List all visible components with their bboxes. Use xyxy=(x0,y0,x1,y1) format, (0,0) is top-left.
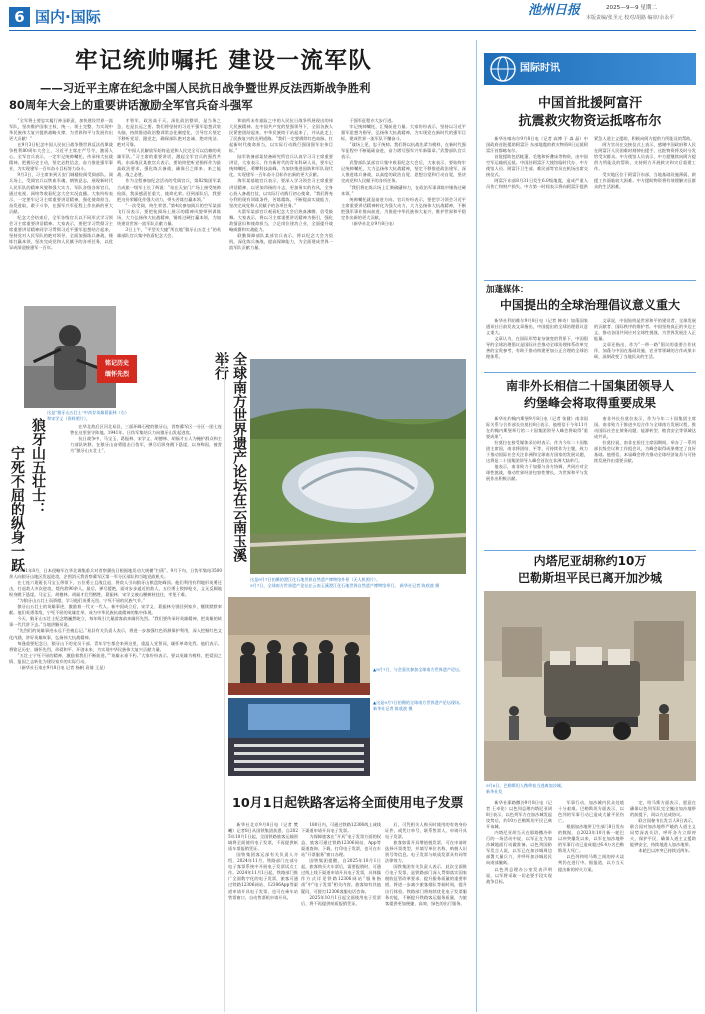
forum-venue-photo xyxy=(228,698,370,776)
gabon-article xyxy=(486,318,696,370)
left-column-separator xyxy=(224,352,225,1012)
paragraph: 拉莫拉在接受媒体采访时表示，作为今年二十国集团主席国，南非将团结、平等、可持续作为主题，致力于推动国际社会关注非洲和全球南方国家的发展议题，这将是二十国集团领导人峰会首次在非洲大陆举行。 xyxy=(486,440,588,464)
paragraph: 牢记统帅嘱托，汇聚前进力量。大家纷纷表示，坚持以习近平强军思想为指导，弘扬伟大抗战精神，为实现党在新时代的强军目标，建成世界一流军队不懈奋斗。 xyxy=(341,124,466,142)
right-divider-3 xyxy=(484,550,696,551)
paragraph: “全军将士要忠实履行神圣职责，加快建设世界一流军队，坚决维护国家主权、统一、领土完整，为实现中华民族伟大复兴提供战略支撑，为世界和平与发展作出更大贡献！” xyxy=(9,118,113,142)
southafrica-article-col-1 xyxy=(486,416,588,546)
masthead-rule xyxy=(9,30,696,31)
afghan-aid-headline-1: 中国首批援阿富汗 xyxy=(537,96,642,111)
paragraph: 在华北敌后区河北易县，三面环峰石壁的狼牙山，晋察冀军区一分区一团七连曾在这里坚守阵地。1941年，日伪军集结兵力向狼牙山发起进攻。 xyxy=(70,424,222,436)
train-article-col-1 xyxy=(228,822,298,1012)
masthead-logo: 池州日报 xyxy=(528,3,581,18)
delegates-graphic xyxy=(228,597,370,695)
southafrica-headline-2: 约堡峰会将取得重要成果 xyxy=(523,396,656,410)
paragraph: 为保障旅客在“开具”电子发票方面的权益，旅客可通过铁路12306网站、App等渠道查询、下载、打印电子发票，也可在车站“开票服务”窗口办理。 xyxy=(301,834,381,858)
forum-caption-mid: ▲9月7日，与会嘉宾参加全球南方世界遗产论坛。 xyxy=(373,667,464,672)
lead-article-col-4 xyxy=(341,118,466,358)
paragraph: 新华社北京9月8日电（记者 樊曦）记者8日从国铁集团获悉，自2025年10月1日起，全国铁路旅客运输领域将全面使用电子发票，不再提供纸质车票报销凭证。 xyxy=(228,822,298,852)
paragraph: 首批援助包括帐篷、毛毯和折叠床等物资，由中国空军运输机运抵。中国驻阿富汗大使馆临时代办、中方使馆人员、阿富汗卫生部、难民部等官员在机场出席交接仪式。 xyxy=(486,154,588,178)
paragraph: “战场上见，忠于统帅。我们将以抗战先辈为榜样，在新时代强军征程中不断砥砺奋进，奋力谱写强军兴军新篇章。”武警部队官兵表示。 xyxy=(341,142,466,160)
afghan-aid-article xyxy=(486,136,696,277)
gaza-photo xyxy=(484,591,696,781)
paragraph: 作为全程参加纪念活动的受阅官兵，第82集团军某合成旅一级军士长丁辉说：“站在天安门广场上接受统帅检阅，我深感责任重大、使命光荣。回到部队后，我要把这份荣耀化作强大动力，带头苦练打赢本领。” xyxy=(117,178,221,202)
langya-vertical-title-2: 宁死不屈的纵身一跃 xyxy=(9,446,25,572)
masthead xyxy=(0,0,705,34)
paragraph: 1941年8月，日本侵略军在华北调集重兵对晋察冀抗日根据地发动大规模“扫荡”。9月下旬，日伪军集结3500余人向狼牙山地区发起进攻，企图消灭我晋察冀军区第一军分区部队和当地党政机关。 xyxy=(9,568,222,580)
paragraph: “中国人民解放军始终是党和人民完全可以信赖的英雄军队。”习主席的重要讲话，激起全军官兵的强烈共鸣。东部战区某旅官兵表示，要始终把听党指挥作为最高政治要求，强化练兵备战，确保召之即来、来之能战、战之必胜。 xyxy=(117,148,221,178)
paragraph: 定，哈马斯方面表示，愿意在确保以色列军队完全撤出加沙地带的前提下，同以方达成协议。 xyxy=(630,800,696,818)
paragraph: “一次受阅，终生荣誉。”第4次参加阅兵的空军某部飞行员表示，要把检阅场上展示的精神风貌带到训练场，大力弘扬伟大抗战精神，锤炼过硬打赢本领，为加快建设世界一流军队贡献力量。 xyxy=(117,202,221,226)
paragraph: 狼牙山五壮士的英雄事迹，激励着一代又一代人。新中国成立后，宋学义、葛振林分别回到家乡，继续默默奉献。他们英勇杀敌、宁死不屈的英雄壮举，成为中华民族抗战精神的集中体现。 xyxy=(9,604,222,616)
paragraph: 阿方官员在交接仪式上表示，感谢中国政府和人民在阿富汗人民困难时刻伸出援手，这批物资将及时分发给受灾群众。中方使馆人员表示，中方愿继续向阿方提供力所能及的帮助，支持阿方开展救灾和灾后重建工作。 xyxy=(594,142,696,172)
langya-article-col-right xyxy=(70,424,222,564)
paragraph: “五壮士宁死不屈的精神，激励着我们不断前进。”“英雄永垂不朽。”大家纷纷表示，要以英雄为榜样，把爱国之情、报国之志转化为建设家乡的实际行动。 xyxy=(9,652,222,664)
paragraph: 在9月3日纪念中国人民抗日战争暨世界反法西斯战争胜利80周年大会上，习近平主席庄严号令，激荡人心。全军官兵表示，一定牢记统帅嘱托，传承伟大抗战精神，把握历史主动，坚定必胜信念，奋力推进强军事业，为实现建军一百年奋斗目标努力奋斗。 xyxy=(9,142,113,172)
paragraph: 武警部队某部官兵集中收看纪念大会后，大家表示，要始终牢记统帅嘱托，大力弘扬伟大抗战精神，坚定不移推进政治建军，深入推进练兵备战，以高度的政治自觉、思想自觉和行动自觉，坚决完成党和人民赋予的各项任务。 xyxy=(341,160,466,184)
forum-vertical-title: 全球南方世界遗产论坛在云南玉溪举行 xyxy=(213,352,247,562)
paragraph: 和前所未有艰险之中的人民抗日战争所展现出的伟大民族精神。在中国共产党的坚强领导下，全国各族人民紧密团结起来，中华民族终于站起来了，并从此走上了民族复兴的光明道路。“我们一定要赓续红色血脉，扛起新时代使命担当，以实际行动践行强国强军宏伟目标。” xyxy=(229,118,333,154)
paragraph: 阿富汗东部8月31日发生6.0级地震，造成严重人员伤亡和财产损失。中方第一时间表示将向阿富汗提供紧急人道主义援助，积极向阿方提供力所能及的帮助。 xyxy=(486,136,695,190)
forum-aerial-photo xyxy=(250,359,466,574)
right-divider-1 xyxy=(484,280,696,281)
gabon-label: 加蓬媒体： xyxy=(486,285,529,295)
right-divider-2 xyxy=(484,372,696,373)
paragraph: 今天，狼牙山五壮士纪念塔巍然屹立，每年吸引大量游客前来缅怀先烈。“我们要传承好英雄精神，把英雄的故事一代代讲下去。”当地讲解员说。 xyxy=(9,616,222,628)
paragraph: 海军某基地官兵表示，要深入学习领会习主席重要讲话精神，以更加昂扬的斗志，更加务实的作风，全身心投入备战打仗，以实际行动践行初心使命。“我们将充分利用现有训练条件，苦练精练，不断提高实战能力，坚决完成党和人民赋予的各项任务。” xyxy=(229,178,333,208)
lead-subtitle-2: 80周年大会上的重要讲话激励全军官兵奋斗强军 xyxy=(9,98,253,112)
paragraph: 文章说，中国始终是世界和平的建设者、全球发展的贡献者、国际秩序的维护者。中国坚持真正的多边主义，推动各国共同应对全球性挑战，为世界发展注入正能量。 xyxy=(594,318,696,342)
paragraph: 文章还指出，作为“一带一路”倡议的重要合作伙伴，加蓬与中国在基础设施、农业等领域的合作成果丰硕，深刻改变了当地民众的生活。 xyxy=(594,342,696,360)
paragraph: 受灾地区位于阿富汗东部，当地基础设施薄弱，救援工作面临较大困难。中方援助物资将有效缓解灾区群众的生活困难。 xyxy=(594,172,696,190)
paragraph: “我们将在练兵场上汇聚磅礴伟力，在政治军事训练中锤炼过硬本领。” xyxy=(341,184,466,196)
paragraph: 纪念大会结束后，全军各级官兵以不同形式学习领会习主席重要讲话精神。大家表示，要把学习贯彻习主席重要讲话精神同学习贯彻习近平强军思想结合起来，坚持党对人民军队的绝对领导，全面加强练兵备战，锤炼打赢本领，坚决完成党和人民赋予的各项任务，以优异成绩迎接建军一百年。 xyxy=(9,214,113,250)
history-label xyxy=(97,355,137,383)
paragraph: 火箭军某部官兵观看纪念大会后热血沸腾、倍受鼓舞。大家表示，将以习主席重要讲话精神为指引，强化敌情意识和使命担当，立足岗位建功立业，全面提升战略威慑和实战能力。 xyxy=(229,208,333,232)
paragraph: 旅客如需开具增值税发票，可在申请时选择开票类型，并填写单位名称、纳税人识别号等信息。电子发票与纸质发票具有同等法律效力。 xyxy=(385,840,467,864)
paragraph: 陆军装备部某装备研究所官兵认真学习习主席重要讲话，大家表示，作为新时代的青年科研人员，要牢记统帅嘱托，勇攀科技高峰，为加快推进国防和军队现代化，实现建军一百年奋斗目标作出新的更大贡献。 xyxy=(229,154,333,178)
forum-delegates-photo xyxy=(228,597,370,695)
paragraph: 根据加沙地带卫生部门8日发布的数据，自2023年10月新一轮巴以冲突爆发以来，以军在加沙地带的军事行动已造成超过6.4万名巴勒斯坦人死亡。 xyxy=(558,824,624,854)
paragraph: 国铁集团客运部有关负责人介绍，2024年11月，铁路部门在部分电子客票系统中开展电子发票试点工作。2024年11月1日起，铁路部门推广全面数字化的电子发票，旅客可通过铁路12306网站、12306App等渠道申请开具电子发票，也可在乘车站售票窗口、自动售票机申请开具。 xyxy=(228,852,298,900)
gaza-article-col-2 xyxy=(558,800,624,1012)
lead-headline: 牢记统帅嘱托 建设一流军队 xyxy=(75,48,373,74)
international-banner-label: 国际时讯 xyxy=(520,63,560,74)
museum-aerial-graphic xyxy=(250,359,466,574)
gabon-headline: 中国提出的全球治理倡议意义重大 xyxy=(499,298,680,312)
paragraph: 军事行动，加沙城内民众处境十分艰难。巴勒斯坦方面表示，以色列的军事行动已造成大量平民伤亡。 xyxy=(558,800,624,824)
paragraph: 3日上午，“平型关大捷”所在地“狼牙山五壮士”的英雄部队官兵集中收看纪念大会。 xyxy=(117,226,221,238)
paragraph: 国铁集团有关负责人表示，此次全面推行电子发票，是铁路部门深入贯彻落实国家税收征管改革要求、提升服务质量的重要举措，将进一步减少旅客排队等候时间，提升出行体验。铁路部门将持续优化电子发票服务功能，不断提升铁路客运服务质量，为旅客提供更加便捷、高效、绿色的出行服务。 xyxy=(385,864,467,906)
paragraph: “先烈们的英雄事迹永远不会被忘记。”易县有关负责人表示，将进一步加强红色资源保护利用，深入挖掘红色文化内涵，讲好英雄故事，弘扬伟大抗战精神。 xyxy=(9,628,222,640)
rail-separator xyxy=(476,40,477,1012)
afghan-aid-headline-2: 抗震救灾物资运抵喀布尔 xyxy=(518,114,662,129)
paragraph: 国铁集团提醒，自2025年10月1日起，旅客购买火车票后，需要报销时，可通过线上线下渠道申请开具电子发票，具体操作方式详见铁路12306网站“服务指南”中“电子发票”相关内容。旅客如有其他疑问，可拨打12306客服电话咨询。 xyxy=(301,858,381,894)
paragraph: 以色列总理办公室发表声明说，以军将采取一切必要手段实现战争目标。 xyxy=(486,866,552,884)
langya-article-col-full xyxy=(9,568,222,1013)
paragraph: 新华社喀布尔9月8日电（记者 高博 于 淼 晶）中国政府首批援助阿富汗 东部地震的救灾物资8日运抵阿富汗首都喀布尔。 xyxy=(486,136,588,154)
paragraph: 于强军征程亦大步行进。 xyxy=(349,118,396,123)
paragraph: 南非外长拉莫拉表示，作为今年二十国集团主席国，南非致力于推进多边合作与全球南方发展议程，推动国际社会在债务问题、能源转型、粮食安全等领域达成共识。 xyxy=(594,416,696,440)
train-article-col-2 xyxy=(301,822,381,1012)
page-number: 6 xyxy=(9,7,30,27)
lead-article-col-1 xyxy=(9,118,113,298)
lead-article-col-3 xyxy=(229,118,333,358)
paragraph: 后，可凭相关人购买时使用的有效身份证件，或凭订单号，联系售票人，申请开具电子发票。 xyxy=(385,822,467,840)
forum-caption-top: 这是9月7日拍摄的澄江化石地世界自然遗产博物馆外景（无人机照片）。 9月7日，全球南方世界遗产论坛在云南玉溪澄江化石地世界自然遗产博物馆举行。 新华社记者 陈欣波 摄 xyxy=(250,577,440,588)
history-label-line-1: 铭记历史 xyxy=(104,360,129,367)
gaza-article-col-3 xyxy=(630,800,696,1012)
paragraph: 在七连六班班长马宝玉带领下，五位勇士且战且退，将敌人引向狼牙山棋盘陀峰顶。他们利用有利地形英勇还击，打退敌人多次进攻，毙伤敌90余人。最后，弹尽援绝，面对步步逼近的敌人，五位勇士毁掉枪支，义无反顾地纵身跳下悬崖。马宝玉、胡德林、胡福才壮烈牺牲，葛振林、宋学义被山腰树枝挂住，幸免于难。 xyxy=(9,580,222,598)
paragraph: 以色列和哈马斯之间的停火谈判仍在进行中。据报道，以方当天提出新的停火方案。 xyxy=(558,854,624,872)
train-article-col-3 xyxy=(385,822,467,1012)
train-headline: 10月1日起铁路客运将全面使用电子发票 xyxy=(232,796,464,811)
paragraph: 每逢重要纪念日，狼牙山下的党员干部、青年学生都会来到这里，重温入党誓词，缅怀革命先烈。他们表示，将铭记历史、缅怀先烈，珍爱和平、开创未来，为实现中华民族伟大复兴贡献力量。 xyxy=(9,640,222,652)
gaza-headline-2: 巴勒斯坦平民已离开加沙城 xyxy=(517,571,662,585)
editor-credits: 本版责编/张圣元 校对/胡路 编审/余永平 xyxy=(586,15,675,21)
gaza-photo-caption: 9月6日，巴勒斯坦人携带家当逃离加沙城。 新华社发 xyxy=(486,783,565,794)
paragraph: 才智军，政治高于天。深化政治整训，是当务之急，也是长远之要。我们将坚持用习近平强军思想武装头脑，持续推进政治整训常态化制度化，引导官兵坚定不移听党话、跟党走，确保部队绝对忠诚、绝对纯洁、绝对可靠。 xyxy=(117,118,221,148)
paragraph: （新华社北京9月8日电） xyxy=(349,220,397,226)
gaza-article-col-1 xyxy=(486,800,552,1012)
forum-caption-bot: ▲这是9月7日拍摄的全球南方世界遗产论坛现场。 新华社记者 陈欣波 摄 xyxy=(373,700,464,711)
langya-vertical-title-1: 狼牙山五壮士： xyxy=(30,418,46,516)
paragraph: 统帅嘱托就是前进方向。官兵纷纷表示，要把学习领会习近平主席重要讲话精神转化为强大动力，大力弘扬伟大抗战精神，不断把强军事业推向前进，为推进中华民族伟大复兴、维护世界和平稳定作出新的更大贡献。 xyxy=(341,196,466,220)
southafrica-headline-1: 南非外长相信二十国集团领导人 xyxy=(505,379,674,393)
paragraph: 拉莫拉说，南非在担任主席国期间，举办了一系列部长级会议和工作组会议，为峰会取得成果奠定了良好基础。他相信，本届峰会将为推动全球经济复苏与可持续发展作出重要贡献。 xyxy=(594,440,696,464)
paragraph: （新华社石家庄9月8日电 记者 杨帆 袁倩 王昆） xyxy=(17,664,108,670)
globe-icon xyxy=(488,54,518,84)
gaza-headline-1: 内塔尼亚胡称约10万 xyxy=(533,554,647,568)
paragraph: 新华社耶路撒冷9月8日电（记者 王卓伦）以色列总理内塔尼亚胡8日表示，以色列军方在加沙城发起攻势后，约10万巴勒斯坦平民已离开该城。 xyxy=(486,800,552,830)
paragraph: 本轮巴以冲突已持续近两年。 xyxy=(638,848,693,854)
paragraph: 新华社利伯维尔9月8日电（记者 韩奇）加蓬国家通讯社日前发表文章指出，中国提出的全球治理倡议意义重大。 xyxy=(486,318,588,336)
paragraph: 新华社约翰内斯堡9月8日电（记者 张健）南非国际关系与合作部长拉莫拉8日表示，他相信于今年11月在约翰内斯堡举行的二十国集团领导人峰会将取得“重要成果”。 xyxy=(486,416,588,440)
paragraph: “为狼牙山五壮士而骄傲，学习他们英勇无畏、宁死不屈的民族气节。” xyxy=(17,598,146,604)
paragraph: 文章认为，在国际形势复杂演变的背景下，中国倡导的全球治理倡议是国际社会推动全球治理体系改革完善的宝贵参考，有助于推动构建更加公正合理的全球治理体系。 xyxy=(486,336,588,360)
paragraph: 180日内，可通过铁路12306线上或线下渠道申请开具电子发票。 xyxy=(301,822,381,834)
issue-date: 2025—9—9 星期二 xyxy=(606,5,658,11)
langya-photo-caption: 这是“狼牙山五壮士”中尚存英雄葛振林（右）和宋学义（资料照片）。 xyxy=(47,410,129,421)
paragraph: 9月3日，习主席来到天安门城楼检阅受阅部队。阅兵场上，受阅官兵以铁血军魂、钢铁意志，展现新时代人民军队的精神风貌和强大实力。军队各级各界官兵，通过电视、网络等收看纪念大会实况直播。大家纷纷表示，一定要牢记习主席重要讲话精神，强化使命担当，奋发进取，敢于斗争，在强军兴军征程上作出新的更大贡献。 xyxy=(9,172,113,214)
lead-subtitle-1: ——习近平主席在纪念中国人民抗日战争暨世界反法西斯战争胜利 xyxy=(40,81,371,95)
paragraph: 内塔尼亚胡当天在耶路撒冷举行的一场活动中说，以军正在为加沙城地面行动做准备。以色列国防军发言人说，以军已在加沙城周边部署大量兵力，并呼吁加沙城居民向南部撤离。 xyxy=(486,830,552,866)
southafrica-article-col-2 xyxy=(594,416,696,546)
section-title: 国内·国际 xyxy=(35,8,101,26)
paragraph: 2025年10月1日起全面使用电子发票后，将不再提供纸质报销凭证。 xyxy=(301,894,381,906)
venue-graphic xyxy=(228,698,370,776)
history-label-line-2: 缅怀先烈 xyxy=(104,371,129,378)
gaza-evacuation-graphic xyxy=(484,591,696,781)
paragraph: 抗日战争中，马宝玉、葛振林、宋学义、胡德林、胡福才五人为掩护群众和主力部队转移，在狼牙山奋勇阻击日伪军，弹尽后纵身跳下悬崖，以身殉国，被誉为“狼牙山五壮士”。 xyxy=(70,436,222,454)
lead-article-col-2 xyxy=(117,118,221,301)
paragraph: 联勤保障部队某部官兵表示，将以纪念大会为契机，深化练兵备战，提高保障能力，为全面建成世界一流军队贡献力量。 xyxy=(229,232,333,250)
paragraph: 联合国秘书长发言人8日表示，联合国对加沙地带严峻的人道主义局势深表关切，呼吁各方立即停火，保护平民，确保人道主义援助能够安全、持续地进入加沙地带。 xyxy=(630,818,696,848)
international-banner xyxy=(484,53,696,85)
paragraph: 他表示，南非致力于加强与各方协调，共同应对全球性挑战，推动世界经济包容性增长，为世界和平与发展作出积极贡献。 xyxy=(486,464,588,482)
